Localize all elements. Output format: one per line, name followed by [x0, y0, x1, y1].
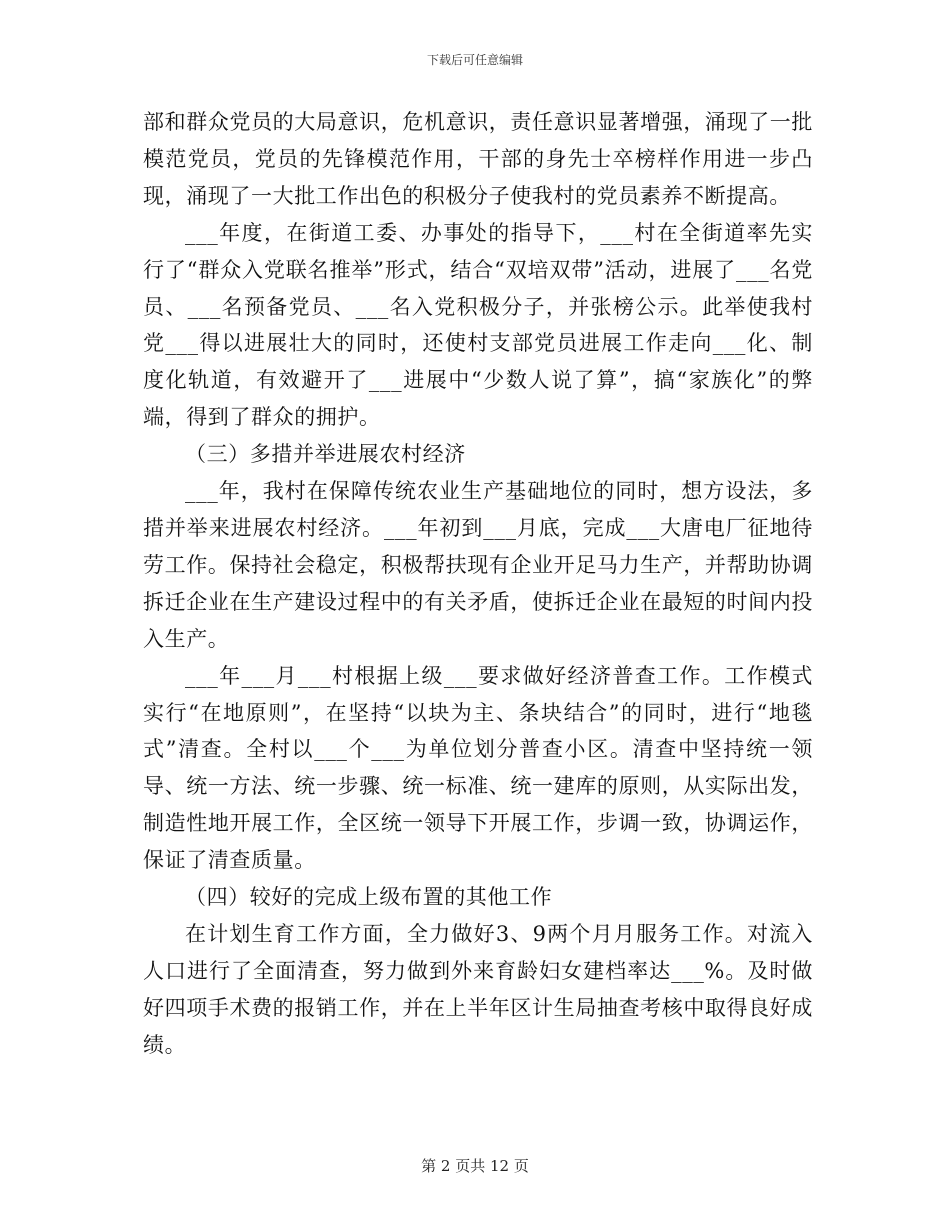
paragraph-continuation: 部和群众党员的大局意识，危机意识，责任意识显著增强，涌现了一批模范党员，党员的先锋模范作用，干部的身先士卒榜样作用进一步凸现，涌现了一大批工作出色的积极分子使我村的党员素养不断提高。	[143, 110, 813, 208]
paragraph-rural-economy: ___年，我村在保障传统农业生产基础地位的同时，想方设法，多措并举来进展农村经济。___年初到___月底，完成___大唐电厂征地待劳工作。保持社会稳定，积极帮扶现有企业开足马力生产，并帮助协调拆迁企业在生产建设过程中的有关矛盾，使拆迁企业在最短的时间内投入生产。	[143, 479, 813, 651]
paragraph-economic-census: ___年___月___村根据上级___要求做好经济普查工作。工作模式实行“在地原则”，在坚持“以块为主、条块结合”的同时，进行“地毯式”清查。全村以___个___为单位划分普查小区。清查中坚持统一领导、统一方法、统一步骤、统一标准、统一建库的原则，从实际出发，制造性地开展工作，全区统一领导下开展工作，步调一致，协调运作，保证了清查质量。	[143, 663, 813, 873]
section-heading-other-work: （四）较好的完成上级布置的其他工作	[185, 885, 553, 910]
document-body	[143, 104, 813, 1064]
page-header-note: 下载后可任意编辑	[426, 53, 523, 67]
page-number: 第 2 页共 12 页	[421, 1157, 529, 1175]
paragraph-family-planning: 在计划生育工作方面，全力做好3、9两个月月服务工作。对流入人口进行了全面清查，努力做到外来育龄妇女建档率达___%。及时做好四项手术费的报销工作，并在上半年区计生局抽查考核中取得良好成绩。	[143, 921, 813, 1057]
section-heading-rural-economy: （三）多措并举进展农村经济	[185, 442, 466, 467]
paragraph-party-recruitment: ___年度，在街道工委、办事处的指导下，___村在全街道率先实行了“群众入党联名推举”形式，结合“双培双带”活动，进展了___名党员、___名预备党员、___名入党积极分子，并张榜公示。此举使我村党___得以进展壮大的同时，还使村支部党员进展工作走向___化、制度化轨道，有效避开了___进展中“少数人说了算”，搞“家族化”的弊端，得到了群众的拥护。	[143, 220, 813, 430]
